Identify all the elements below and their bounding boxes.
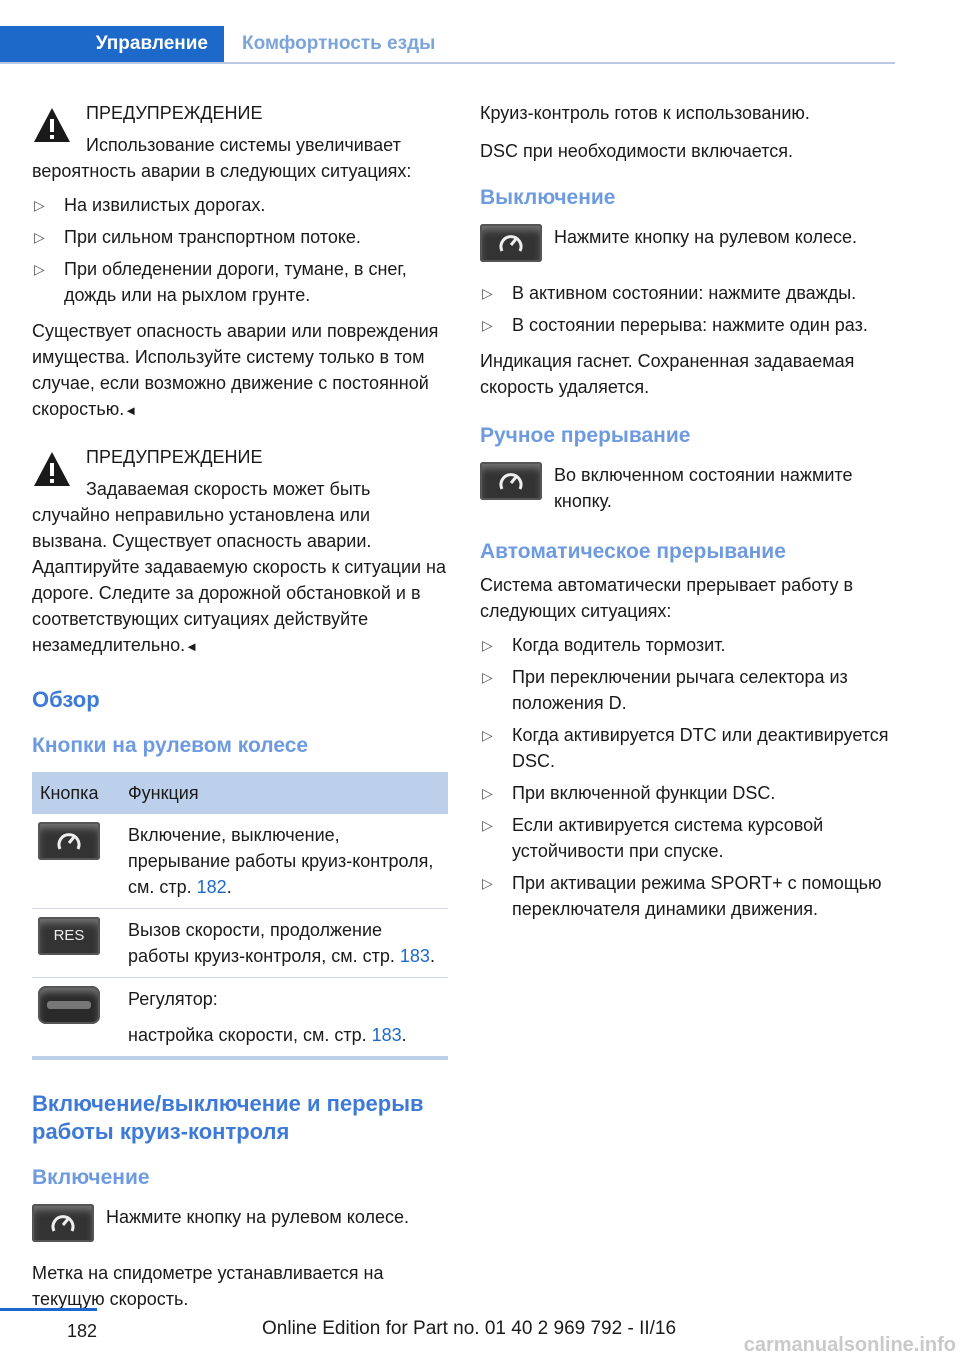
list-item: ▷ При сильном транспортном потоке.: [32, 224, 448, 250]
warning-text: Задаваемая скорость может быть случайно неправильно установлена или вызвана. Существует опасность аварии. Адаптируйте задаваемую скорость к ситуации на дороге. Следите за дорожной обстановкой и в соответствующих ситуациях действуйте незамедлительно.◄: [32, 479, 447, 655]
bullet-triangle-icon: ▷: [482, 785, 493, 801]
warning-end-text: Существует опасность аварии или повреждения имущества. Используйте систему только в том случае, если возможно движение с постоянной скоростью.◄: [32, 321, 439, 419]
heading-onoff: Включение/выключение и перерыв работы круиз-контроля: [32, 1091, 424, 1144]
cruise-button-icon: [32, 1204, 94, 1242]
warning-triangle-icon: [32, 450, 72, 490]
warning-block-1: [32, 100, 448, 424]
warning-title: ПРЕДУПРЕЖДЕНИЕ: [86, 447, 263, 467]
off-instruction: Нажмите кнопку на рулевом колесе.: [480, 224, 896, 262]
auto-text: Система автоматически прерывает работу в следующих ситуациях:: [480, 575, 854, 621]
header-bar: [0, 26, 895, 64]
list-item: ▷ На извилистых дорогах.: [32, 192, 448, 218]
list-item: ▷ В активном состоянии: нажмите дважды.: [480, 280, 896, 306]
list-item: ▷ При активации режима SPORT+ с помощью переключателя динамики движения.: [480, 870, 896, 922]
paragraph: Круиз-контроль готов к использованию.: [480, 103, 810, 123]
warning-triangle-icon: [32, 106, 72, 146]
tab-upravlenie[interactable]: Управление: [0, 26, 224, 62]
table-row: Включение, выключение, прерывание работы круиз-контроля, см. стр. 182.: [32, 814, 448, 909]
list-item: ▷ При включенной функции DSC.: [480, 780, 896, 806]
cruise-button-icon: [38, 822, 100, 860]
list-item: ▷ Когда водитель тормозит.: [480, 632, 896, 658]
rocker-switch-icon: [38, 986, 100, 1024]
page-ref-link[interactable]: 182: [196, 877, 227, 897]
heading-on: Включение: [32, 1166, 150, 1189]
heading-manual: Ручное прерывание: [480, 424, 691, 447]
cruise-button-icon: [480, 224, 542, 262]
buttons-table: [32, 772, 448, 1060]
manual-instruction: Во включенном состоянии нажмите кнопку.: [480, 462, 896, 514]
column-header: Кнопка: [32, 772, 120, 814]
heading-buttons: Кнопки на рулевом колесе: [32, 734, 309, 757]
bullet-triangle-icon: ▷: [482, 669, 493, 685]
res-button-icon: RES: [38, 917, 100, 955]
list-item: ▷ Если активируется система курсовой устойчивости при спуске.: [480, 812, 896, 864]
table-row: Регулятор: настройка скорости, см. стр. 183.: [32, 978, 448, 1059]
warning-title: ПРЕДУПРЕЖДЕНИЕ: [86, 103, 263, 123]
bullet-triangle-icon: ▷: [34, 261, 45, 277]
list-item: ▷ При переключении рычага селектора из положения D.: [480, 664, 896, 716]
end-mark-icon: ◄: [185, 639, 199, 654]
on-text: Метка на спидометре устанавливается на текущую скорость.: [32, 1263, 384, 1309]
edition-footer: Online Edition for Part no. 01 40 2 969 792 - II/16: [262, 1318, 677, 1339]
bullet-triangle-icon: ▷: [482, 637, 493, 653]
tab-komfortnost[interactable]: Комфортность езды: [242, 33, 436, 54]
bullet-triangle-icon: ▷: [482, 817, 493, 833]
table-header-row: [32, 772, 448, 814]
heading-overview: Обзор: [32, 687, 100, 712]
bullet-triangle-icon: ▷: [34, 229, 45, 245]
bullet-triangle-icon: ▷: [34, 197, 45, 213]
warning-block-2: [32, 444, 448, 660]
page-ref-link[interactable]: 183: [399, 946, 430, 966]
right-column: [480, 100, 896, 932]
column-header: Функция: [120, 772, 448, 814]
watermark: carmanualsonline.info: [743, 1334, 956, 1356]
warning-text: Использование системы увеличивает вероятность аварии в следующих ситуациях:: [32, 135, 412, 181]
table-row: RES Вызов скорости, продолжение работы круиз-контроля, см. стр. 183.: [32, 909, 448, 978]
heading-auto: Автоматическое прерывание: [480, 540, 786, 563]
cruise-button-icon: [480, 462, 542, 500]
list-item: ▷ Когда активируется DTC или деактивируется DSC.: [480, 722, 896, 774]
page-number: 182: [0, 1308, 97, 1342]
on-instruction: Нажмите кнопку на рулевом колесе.: [32, 1204, 448, 1242]
bullet-triangle-icon: ▷: [482, 285, 493, 301]
list-item: ▷ При обледенении дороги, тумане, в снег, дождь или на рыхлом грунте.: [32, 256, 448, 308]
end-mark-icon: ◄: [124, 403, 138, 418]
bullet-triangle-icon: ▷: [482, 875, 493, 891]
page-ref-link[interactable]: 183: [371, 1025, 402, 1045]
left-column: [32, 100, 448, 1320]
bullet-triangle-icon: ▷: [482, 317, 493, 333]
bullet-triangle-icon: ▷: [482, 727, 493, 743]
heading-off: Выключение: [480, 186, 616, 209]
list-item: ▷ В состоянии перерыва: нажмите один раз.: [480, 312, 896, 338]
off-text: Индикация гаснет. Сохраненная задаваемая скорость удаляется.: [480, 351, 855, 397]
paragraph: DSC при необходимости включается.: [480, 141, 793, 161]
